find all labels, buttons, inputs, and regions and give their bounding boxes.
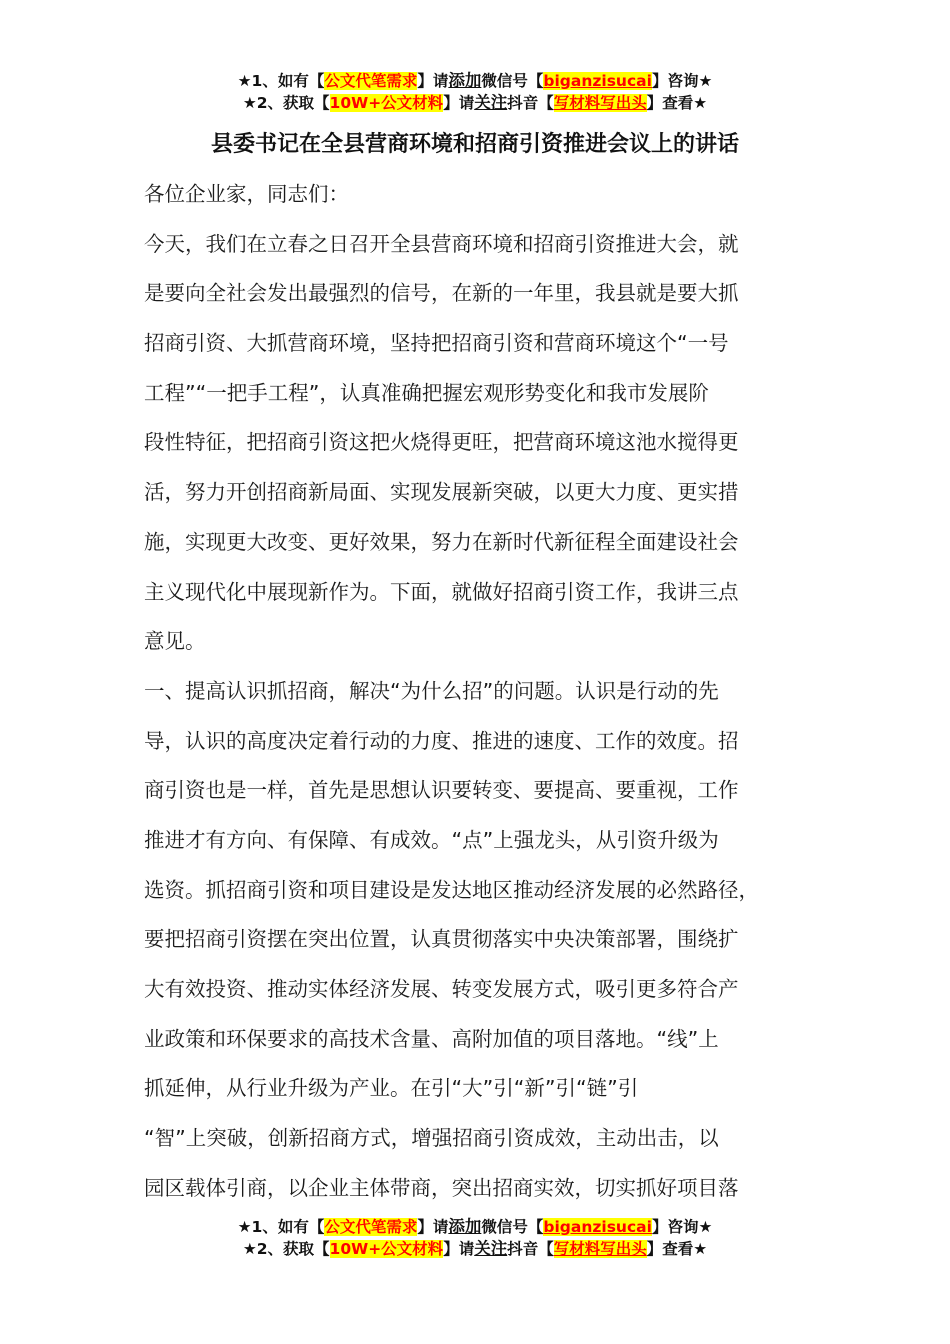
footer-promo-banner <box>0 1216 950 1260</box>
promo-text: ★2、获取【 <box>242 1240 330 1258</box>
promo-underlined-text: 关注 <box>474 93 508 112</box>
body-line: “智”上突破，创新招商方式，增强招商引资成效，主动出击，以 <box>144 1126 719 1151</box>
promo-line-1 <box>0 1216 950 1238</box>
body-line: 商引资也是一样，首先是思想认识要转变、要提高、要重视，工作 <box>144 778 739 803</box>
promo-wechat-id: biganzisucai <box>543 1218 652 1236</box>
promo-text: 微信号【 <box>481 72 544 90</box>
promo-text: 】请 <box>417 1218 449 1236</box>
promo-underlined-text: 关注 <box>474 1239 508 1258</box>
promo-highlight: 10W+公文材料 <box>329 94 444 112</box>
body-line: 是要向全社会发出最强烈的信号，在新的一年里，我县就是要大抓 <box>144 281 739 306</box>
promo-text: 】查看★ <box>646 1240 708 1258</box>
promo-text: 】咨询★ <box>651 1218 713 1236</box>
body-line: 要把招商引资摆在突出位置，认真贯彻落实中央决策部署，围绕扩 <box>144 927 739 952</box>
salutation: 各位企业家，同志们： <box>144 182 349 206</box>
body-line: 业政策和环保要求的高技术含量、高附加值的项目落地。“线”上 <box>144 1026 719 1051</box>
promo-line-2 <box>0 1238 950 1260</box>
promo-text: 】查看★ <box>646 94 708 112</box>
body-line: 活，努力开创招商新局面、实现发展新突破，以更大力度、更实措 <box>144 480 739 505</box>
promo-underlined-text: 添加 <box>448 71 482 90</box>
promo-highlight: 10W+公文材料 <box>329 1240 444 1258</box>
promo-text: 抖音【 <box>507 94 554 112</box>
body-line: 选资。抓招商引资和项目建设是发达地区推动经济发展的必然路径， <box>144 877 759 902</box>
promo-wechat-id: biganzisucai <box>543 72 652 90</box>
promo-text: ★1、如有【 <box>237 1218 325 1236</box>
promo-text: 微信号【 <box>481 1218 544 1236</box>
body-line: 大有效投资、推动实体经济发展、转变发展方式，吸引更多符合产 <box>144 977 739 1001</box>
promo-line-2 <box>0 92 950 114</box>
promo-text: ★2、获取【 <box>242 94 330 112</box>
promo-underlined-text: 添加 <box>448 1217 482 1236</box>
header-promo-banner <box>0 70 950 114</box>
promo-line-1 <box>0 70 950 92</box>
promo-text: 】咨询★ <box>651 72 713 90</box>
body-line: 导，认识的高度决定着行动的力度、推进的速度、工作的效度。招 <box>144 728 739 753</box>
body-line: 抓延伸，从行业升级为产业。在引“大”引“新”引“链”引 <box>144 1076 639 1101</box>
body-line: 主义现代化中展现新作为。下面，就做好招商引资工作，我讲三点 <box>144 579 739 604</box>
promo-text: 】请 <box>417 72 449 90</box>
body-line: 推进才有方向、有保障、有成效。“点”上强龙头，从引资升级为 <box>144 827 719 852</box>
promo-text: 】请 <box>443 94 475 112</box>
promo-text: 抖音【 <box>507 1240 554 1258</box>
body-line: 施，实现更大改变、更好效果，努力在新时代新征程全面建设社会 <box>144 529 739 554</box>
body-line: 意见。 <box>144 629 206 654</box>
body-line: 工程”“一把手工程”，认真准确把握宏观形势变化和我市发展阶 <box>144 380 709 405</box>
body-line: 段性特征，把招商引资这把火烧得更旺，把营商环境这池水搅得更 <box>144 430 739 455</box>
promo-highlight: 公文代笔需求 <box>324 1218 418 1236</box>
promo-douyin-id: 写材料写出头 <box>553 94 647 112</box>
body-line: 招商引资、大抓营商环境，坚持把招商引资和营商环境这个“一号 <box>144 331 729 356</box>
document-title: 县委书记在全县营商环境和招商引资推进会议上的讲话 <box>210 132 739 157</box>
promo-douyin-id: 写材料写出头 <box>553 1240 647 1258</box>
section-heading-line: 一、提高认识抓招商，解决“为什么招”的问题。认识是行动的先 <box>144 678 719 703</box>
promo-text: 】请 <box>443 1240 475 1258</box>
body-line: 园区载体引商，以企业主体带商，突出招商实效，切实抓好项目落 <box>144 1175 739 1200</box>
promo-highlight: 公文代笔需求 <box>324 72 418 90</box>
promo-text: ★1、如有【 <box>237 72 325 90</box>
body-line: 今天，我们在立春之日召开全县营商环境和招商引资推进大会，就 <box>144 231 739 256</box>
document-body <box>144 170 834 1213</box>
